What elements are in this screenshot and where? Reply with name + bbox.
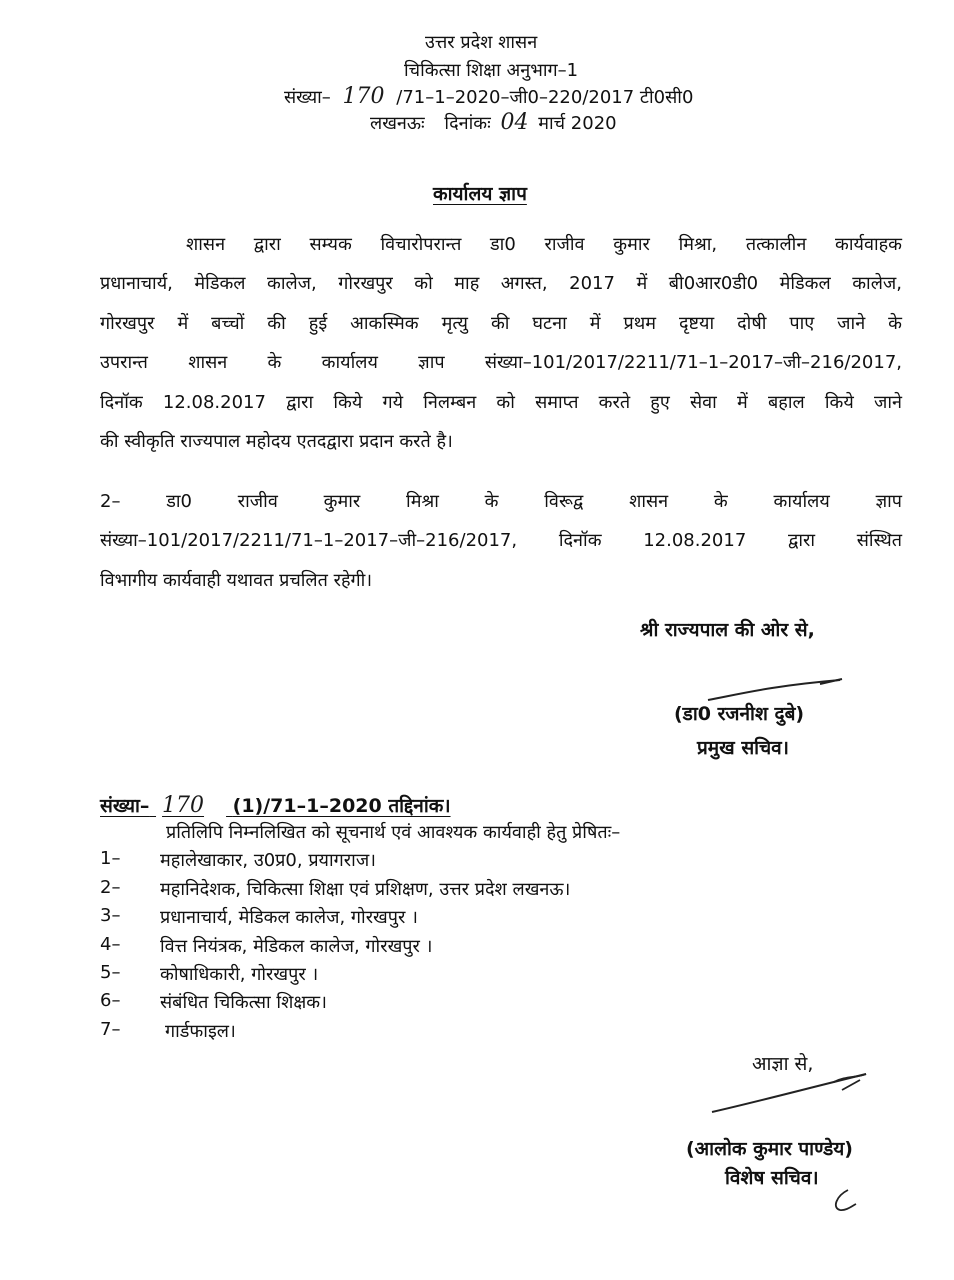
government-name: उत्तर प्रदेश शासन [425, 32, 538, 53]
place: लखनऊः [370, 113, 425, 134]
copy-intro: प्रतिलिपि निम्नलिखित को सूचनार्थ एवं आवश्यक कार्यवाही हेतु प्रेषितः– [166, 822, 621, 843]
recipient-text: महानिदेशक, चिकित्सा शिक्षा एवं प्रशिक्षण, उत्तर प्रदेश लखनऊ। [160, 879, 571, 900]
paragraph-2 [100, 482, 902, 600]
signatory-2-name: (आलोक कुमार पाण्डेय) [686, 1138, 853, 1160]
signature-alok-kumar-pandey [706, 1068, 876, 1118]
paragraph-1-line: उपरान्त शासन के कार्यालय ज्ञाप संख्या–101/2017/2211/71–1–2017–जी–216/2017, [100, 352, 902, 374]
copy-reference-line [100, 792, 451, 818]
reference-suffix: /71–1–2020–जी0–220/2017 टी0सी0 [396, 87, 694, 108]
list-item [100, 877, 800, 905]
initial-mark [826, 1186, 860, 1216]
signatory-1-designation: प्रमुख सचिव। [697, 737, 789, 759]
recipient-number: 7– [100, 1019, 121, 1040]
list-item [100, 934, 800, 962]
recipient-text: महालेखाकार, उ0प्र0, प्रयागराज। [160, 850, 376, 871]
list-item [100, 990, 800, 1018]
paragraph-1-line: शासन द्वारा सम्यक विचारोपरान्त डा0 राजीव कुमार मिश्रा, तत्कालीन कार्यवाहक [186, 234, 902, 255]
reference-line [284, 84, 693, 109]
list-item [100, 848, 800, 876]
handwritten-reference-number: 170 [342, 84, 385, 109]
on-behalf-line: श्री राज्यपाल की ओर से, [640, 619, 815, 641]
date-label: दिनांकः [444, 113, 491, 134]
recipient-text: वित्त नियंत्रक, मेडिकल कालेज, गोरखपुर । [160, 936, 433, 957]
recipient-number: 2– [100, 877, 121, 898]
paragraph-2-line: 2– डा0 राजीव कुमार मिश्रा के विरूद्व शासन के कार्यालय ज्ञाप [100, 491, 902, 512]
list-item [100, 962, 800, 990]
list-item [100, 1019, 800, 1047]
place-date-line [370, 110, 617, 135]
paragraph-2-line: संख्या–101/2017/2211/71–1–2017–जी–216/2017, दिनॉक 12.08.2017 द्वारा संस्थित [100, 530, 902, 552]
signatory-1-name: (डा0 रजनीश दुबे) [674, 703, 805, 725]
date-month-year: मार्च 2020 [538, 113, 617, 134]
recipient-text: गार्डफाइल। [165, 1021, 236, 1042]
paragraph-1-line: दिनॉक 12.08.2017 द्वारा किये गये निलम्बन को समाप्त करते हुए सेवा में बहाल किये जाने [100, 391, 902, 413]
recipient-text: प्रधानाचार्य, मेडिकल कालेज, गोरखपुर । [160, 907, 418, 928]
recipient-number: 3– [100, 905, 121, 926]
recipient-number: 1– [100, 848, 121, 869]
paragraph-1-line: गोरखपुर में बच्चों की हुई आकस्मिक मृत्यु की घटना में प्रथम दृष्टया दोषी पाए जाने के [100, 312, 902, 334]
copy-reference-prefix: संख्या– [100, 795, 150, 817]
recipient-number: 6– [100, 990, 121, 1011]
paragraph-1-line: की स्वीकृति राज्यपाल महोदय एतदद्वारा प्रदान करते है। [100, 430, 453, 452]
recipient-text: संबंधित चिकित्सा शिक्षक। [160, 992, 327, 1013]
paragraph-1 [100, 225, 902, 461]
copy-reference-suffix: (1)/71–1–2020 तद्दिनांक। [232, 795, 451, 817]
recipient-number: 4– [100, 934, 121, 955]
paragraph-1-line: प्रधानाचार्य, मेडिकल कालेज, गोरखपुर को माह अगस्त, 2017 में बी0आर0डी0 मेडिकल कालेज, [100, 273, 902, 295]
section-name: चिकित्सा शिक्षा अनुभाग–1 [404, 60, 579, 81]
memorandum-title: कार्यालय ज्ञाप [433, 183, 527, 205]
handwritten-copy-reference-number: 170 [162, 793, 205, 818]
paragraph-2-line: विभागीय कार्यवाही यथावत प्रचलित रहेगी। [100, 569, 373, 591]
reference-prefix: संख्या– [284, 87, 331, 108]
signatory-2-designation: विशेष सचिव। [725, 1167, 819, 1189]
by-order-line: आज्ञा से, [752, 1053, 814, 1075]
recipient-text: कोषाधिकारी, गोरखपुर । [160, 964, 319, 985]
list-item [100, 905, 800, 933]
recipient-number: 5– [100, 962, 121, 983]
handwritten-date-day: 04 [500, 110, 529, 135]
